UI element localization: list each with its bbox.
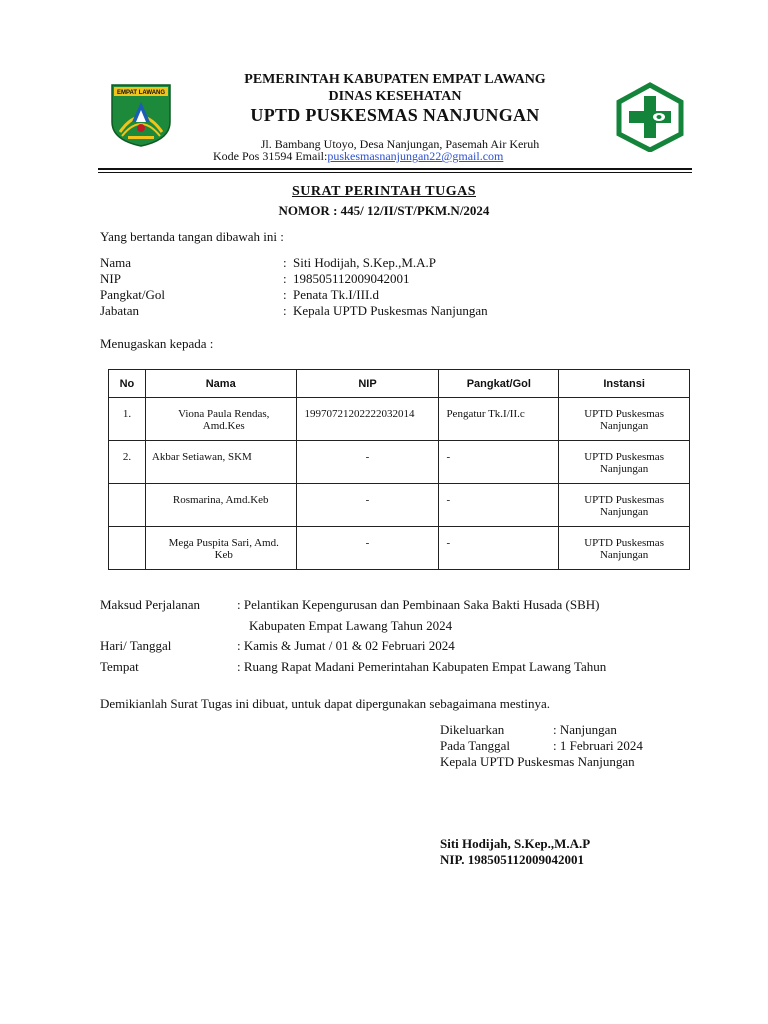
issued-place-label: Dikeluarkan xyxy=(440,722,505,737)
signer-position-label: Jabatan xyxy=(100,303,139,318)
row-nip: - xyxy=(365,451,370,463)
signer-name-label: Nama xyxy=(100,255,132,270)
header-department: DINAS KESEHATAN xyxy=(328,89,462,104)
signer-nip-value: 198505112009042001 xyxy=(293,271,410,286)
purpose-label: Maksud Perjalanan xyxy=(100,597,201,612)
col-header-nip: NIP xyxy=(296,370,439,398)
signer-rank-value: Penata Tk.I/III.d xyxy=(293,287,380,302)
date-value: : Kamis & Jumat / 01 & 02 Februari 2024 xyxy=(237,638,455,653)
row-rank: - xyxy=(446,451,451,463)
table-row xyxy=(109,484,690,527)
table-row xyxy=(109,527,690,570)
row-no xyxy=(109,484,145,494)
place-label: Tempat xyxy=(100,659,139,674)
row-name: Rosmarina, Amd.Keb xyxy=(172,494,269,506)
col-header-no: No xyxy=(109,370,146,398)
signer-nip-colon: : xyxy=(283,271,287,286)
row-nip: - xyxy=(365,494,370,506)
closing-text: Demikianlah Surat Tugas ini dibuat, untuk dapat dipergunakan sebagaimana mestinya. xyxy=(100,696,550,711)
letter-title: SURAT PERINTAH TUGAS xyxy=(291,184,476,199)
row-agency: UPTD Puskesmas Nanjungan xyxy=(584,537,664,561)
col-header-agency: Instansi xyxy=(559,370,690,398)
row-agency: UPTD Puskesmas Nanjungan xyxy=(584,451,664,475)
date-label: Hari/ Tanggal xyxy=(100,638,172,653)
email-link[interactable]: puskesmasnanjungan22@gmail.com xyxy=(327,149,504,163)
signature-name: Siti Hodijah, S.Kep.,M.A.P xyxy=(440,836,591,851)
row-name: Mega Puspita Sari, Amd. Keb xyxy=(168,537,279,561)
signer-position-colon: : xyxy=(283,303,287,318)
signer-position-value: Kepala UPTD Puskesmas Nanjungan xyxy=(293,303,488,318)
letter-number: NOMOR : 445/ 12/II/ST/PKM.N/2024 xyxy=(278,203,490,218)
header-contact xyxy=(213,149,503,164)
header-divider-thin xyxy=(98,172,692,173)
row-no: 1. xyxy=(122,408,132,420)
purpose-value: : Pelantikan Kepengurusan dan Pembinaan Saka Bakti Husada (SBH) xyxy=(237,597,600,612)
signature-nip: NIP. 198505112009042001 xyxy=(440,852,584,867)
row-agency: UPTD Puskesmas Nanjungan xyxy=(584,494,664,518)
signer-name-value: Siti Hodijah, S.Kep.,M.A.P xyxy=(293,255,437,270)
row-no xyxy=(109,527,145,537)
signer-rank-colon: : xyxy=(283,287,287,302)
header-divider-thick xyxy=(98,168,692,170)
col-header-name: Nama xyxy=(145,370,296,398)
row-nip: - xyxy=(365,537,370,549)
row-rank: Pengatur Tk.I/II.c xyxy=(446,408,525,420)
postal-code-text: Kode Pos 31594 Email: xyxy=(213,149,328,163)
signer-rank-label: Pangkat/Gol xyxy=(100,287,165,302)
purpose-value-continued: Kabupaten Empat Lawang Tahun 2024 xyxy=(249,618,453,633)
signer-nip-label: NIP xyxy=(100,271,121,286)
signer-name-colon: : xyxy=(283,255,287,270)
issued-date-label: Pada Tanggal xyxy=(440,738,510,753)
issued-date-value: : 1 Februari 2024 xyxy=(553,738,643,753)
header-institution: UPTD PUSKESMAS NANJUNGAN xyxy=(250,105,540,125)
header-address: Jl. Bambang Utoyo, Desa Nanjungan, Pasemah Air Keruh xyxy=(260,137,540,151)
intro-text: Yang bertanda tangan dibawah ini : xyxy=(100,229,284,244)
row-nip: 19970721202222032014 xyxy=(304,408,415,420)
issuer-position: Kepala UPTD Puskesmas Nanjungan xyxy=(440,754,635,769)
assignee-table xyxy=(108,369,690,570)
table-header-row xyxy=(109,370,690,398)
assign-intro: Menugaskan kepada : xyxy=(100,336,214,351)
issued-place-value: : Nanjungan xyxy=(553,722,617,737)
header-government: PEMERINTAH KABUPATEN EMPAT LAWANG xyxy=(244,72,546,87)
table-row xyxy=(109,398,690,441)
table-row xyxy=(109,441,690,484)
row-rank: - xyxy=(446,537,451,549)
place-value: : Ruang Rapat Madani Pemerintahan Kabupaten Empat Lawang Tahun xyxy=(237,659,607,674)
row-name: Akbar Setiawan, SKM xyxy=(151,451,252,463)
row-no: 2. xyxy=(122,451,132,463)
row-agency: UPTD Puskesmas Nanjungan xyxy=(584,408,664,432)
row-rank: - xyxy=(446,494,451,506)
seal-label: EMPAT LAWANG xyxy=(116,90,166,96)
col-header-rank: Pangkat/Gol xyxy=(439,370,559,398)
row-name: Viona Paula Rendas, Amd.Kes xyxy=(178,408,270,432)
